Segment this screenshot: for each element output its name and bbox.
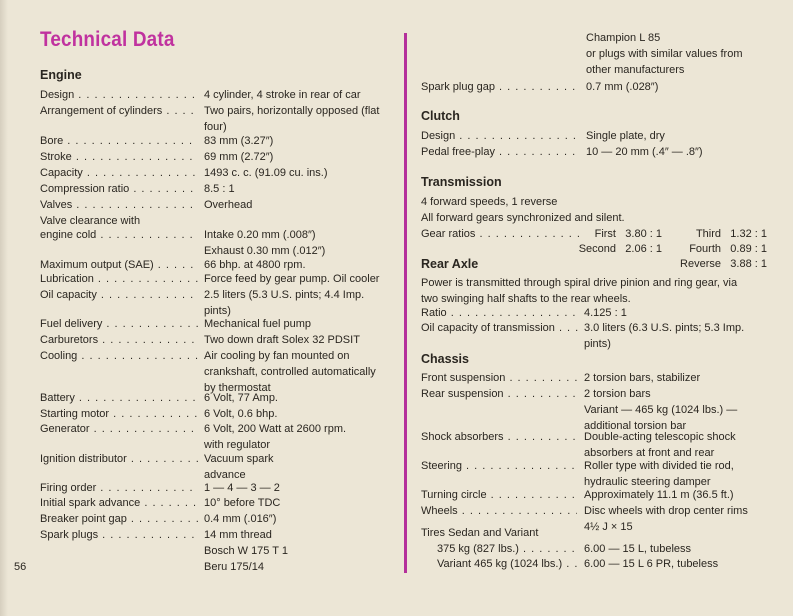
spec-label: Initial spark advance . . .	[40, 495, 198, 511]
spec-label: Rear suspension . . .	[421, 386, 577, 402]
spec-value: Double-acting telescopic shock absorbers at front and rear	[584, 431, 736, 459]
spec-value: 0.7 mm (.028″)	[586, 81, 659, 93]
spec-value: Disc wheels with drop center rims 4½ J × 15	[584, 505, 748, 533]
spec-label: Pedal free-play . . .	[421, 144, 579, 160]
spec-label: Variant 465 kg (1024 lbs.) . . .	[437, 556, 577, 572]
spec-value: 10 — 20 mm (.4″ — .8″)	[586, 146, 703, 158]
spec-label: Fuel delivery . . .	[40, 316, 198, 332]
gear-name: Reverse	[680, 258, 721, 270]
gear-name: Fourth	[689, 243, 721, 255]
chassis-heading: Chassis	[421, 352, 469, 366]
spec-value: 2 torsion bars Variant — 465 kg (1024 lbs.) — additional torsion bar	[584, 388, 738, 432]
spec-label: Shock absorbers . . .	[421, 429, 577, 445]
spec-label: Spark plug gap . . .	[421, 79, 579, 95]
spec-label: Carburetors . . .	[40, 332, 198, 348]
gear-value: 3.80 : 1	[625, 228, 662, 240]
spec-value: 4.125 : 1	[584, 307, 627, 319]
page-title: Technical Data	[40, 28, 175, 51]
page-binding-shadow	[0, 0, 8, 616]
gear-name: First	[594, 228, 616, 240]
spec-value: 2.5 liters (5.3 U.S. pints; 4.4 Imp. pints)	[204, 289, 365, 317]
spec-label: Design . . .	[421, 128, 579, 144]
spec-label: Front suspension . . .	[421, 370, 577, 386]
spec-label: Stroke . . .	[40, 149, 198, 165]
transmission-heading: Transmission	[421, 175, 502, 189]
spark-plugs-continued: Champion L 85 or plugs with similar values from other manufacturers	[586, 32, 743, 76]
spec-value: 8.5 : 1	[204, 183, 235, 195]
spec-value: 6 Volt, 0.6 bhp.	[204, 408, 278, 420]
spec-label: Cooling . . .	[40, 348, 198, 364]
engine-heading: Engine	[40, 68, 82, 82]
spec-label: 375 kg (827 lbs.) . . .	[437, 541, 577, 557]
spec-label: Bore . . .	[40, 133, 198, 149]
spec-label: Arrangement of cylinders . . .	[40, 103, 198, 119]
gear-row	[680, 257, 767, 272]
gear-row	[680, 242, 767, 257]
gear-row	[582, 227, 662, 242]
gear-ratios-col2	[680, 227, 767, 272]
tires-heading: Tires Sedan and Variant	[421, 527, 539, 539]
clutch-heading: Clutch	[421, 109, 460, 123]
spec-label: Oil capacity . . .	[40, 287, 198, 303]
rear-axle-description: Power is transmitted through spiral drive pinion and ring gear, via two swinging half shafts to the rear wheels.	[421, 277, 738, 305]
spec-label: Ignition distributor . . .	[40, 451, 198, 467]
gear-value: 1.32 : 1	[730, 228, 767, 240]
spec-label: Breaker point gap . . .	[40, 511, 198, 527]
spec-label: Spark plugs . . .	[40, 527, 198, 543]
spec-value: 2 torsion bars, stabilizer	[584, 372, 701, 384]
spec-label: Firing order . . .	[40, 480, 198, 496]
gear-ratios-col1	[578, 227, 662, 257]
spec-value: 6.00 — 15 L 6 PR, tubeless	[584, 558, 719, 570]
spec-value: Single plate, dry	[586, 130, 665, 142]
gear-ratios-label: Gear ratios . . .	[421, 226, 579, 242]
spec-value: Intake 0.20 mm (.008″) Exhaust 0.30 mm (.012″)	[204, 229, 326, 257]
spec-value: 66 bhp. at 4800 rpm.	[204, 259, 306, 271]
spec-label: Steering . . .	[421, 458, 577, 474]
spec-value: Approximately 11.1 m (36.5 ft.)	[584, 489, 734, 501]
spec-value: Vacuum spark advance	[204, 453, 274, 481]
rear-axle-heading: Rear Axle	[421, 257, 479, 271]
spec-value: Air cooling by fan mounted on crankshaft, controlled automatically by thermostat	[204, 350, 376, 394]
gear-row	[680, 227, 767, 242]
spec-value: Two down draft Solex 32 PDSIT	[204, 334, 360, 346]
spec-label: Design . . .	[40, 87, 198, 103]
page-number: 56	[14, 561, 27, 573]
spec-value: 6 Volt, 77 Amp.	[204, 392, 278, 404]
spec-value: Two pairs, horizontally opposed (flat four)	[204, 105, 380, 133]
spec-value: 1 — 4 — 3 — 2	[204, 482, 280, 494]
spec-value: Force feed by gear pump. Oil cooler	[204, 273, 380, 285]
spec-label: Starting motor . . .	[40, 406, 198, 422]
spec-label: Valve clearance with	[40, 215, 141, 227]
spec-label: Oil capacity of transmission . . .	[421, 320, 579, 336]
spec-label: Battery . . .	[40, 390, 198, 406]
spec-value: 69 mm (2.72″)	[204, 151, 274, 163]
spec-label: Compression ratio . . .	[40, 181, 198, 197]
spec-value: 6.00 — 15 L, tubeless	[584, 543, 692, 555]
gear-value: 3.88 : 1	[730, 258, 767, 270]
spec-label: Generator . . .	[40, 421, 198, 437]
gear-name: Third	[695, 228, 721, 240]
spec-label: Wheels . . .	[421, 503, 577, 519]
transmission-synchro: All forward gears synchronized and silent.	[421, 212, 625, 224]
spec-label: Maximum output (SAE) . . .	[40, 257, 198, 273]
spec-value: Roller type with divided tie rod, hydraulic steering damper	[584, 460, 734, 488]
gear-value: 0.89 : 1	[730, 243, 767, 255]
spec-value: 14 mm thread Bosch W 175 T 1 Beru 175/14	[204, 529, 288, 573]
transmission-speeds: 4 forward speeds, 1 reverse	[421, 196, 558, 208]
spec-value: Overhead	[204, 199, 253, 211]
spec-value: Mechanical fuel pump	[204, 318, 312, 330]
gear-value: 2.06 : 1	[625, 243, 662, 255]
gear-name: Second	[578, 243, 616, 255]
spec-value: 4 cylinder, 4 stroke in rear of car	[204, 89, 361, 101]
gear-row	[578, 242, 662, 257]
spec-label: Capacity . . .	[40, 165, 198, 181]
spec-value: 83 mm (3.27″)	[204, 135, 274, 147]
spec-value: 6 Volt, 200 Watt at 2600 rpm. with regulator	[204, 423, 347, 451]
spec-label: Turning circle . . .	[421, 487, 577, 503]
spec-label: Ratio . . .	[421, 305, 579, 321]
spec-label: engine cold . . .	[40, 227, 198, 243]
spec-label: Lubrication . . .	[40, 271, 198, 287]
spec-value: 3.0 liters (6.3 U.S. pints; 5.3 Imp. pints)	[584, 322, 745, 350]
spec-label: Valves . . .	[40, 197, 198, 213]
spec-value: 0.4 mm (.016″)	[204, 513, 277, 525]
column-divider	[404, 33, 407, 573]
spec-value: 10° before TDC	[204, 497, 281, 509]
spec-value: 1493 c. c. (91.09 cu. ins.)	[204, 167, 328, 179]
